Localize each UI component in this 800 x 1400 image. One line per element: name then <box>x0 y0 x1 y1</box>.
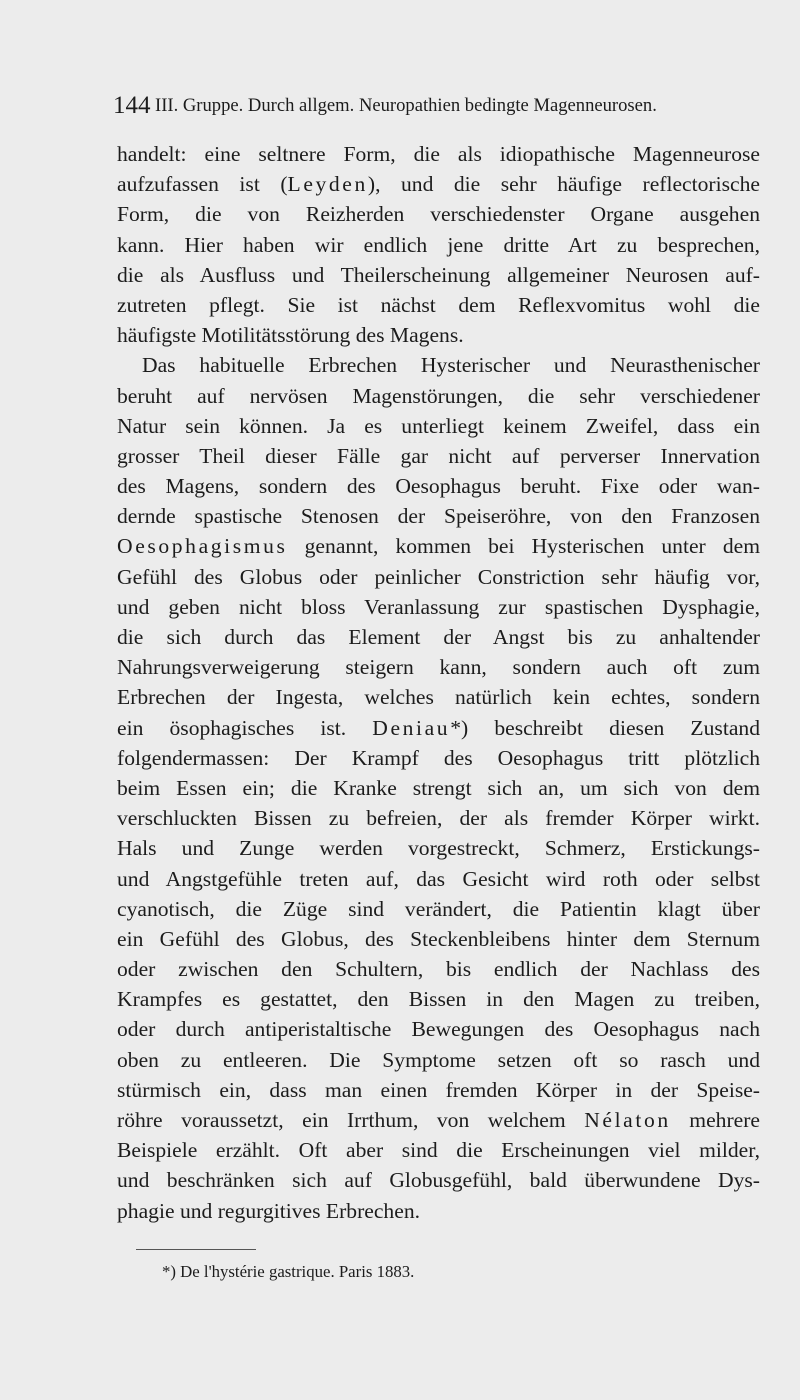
author-name-deniau: Deniau <box>372 715 451 740</box>
text-line: Gefühl des Globus oder peinlicher Constriction sehr häufig vor, <box>117 564 760 589</box>
running-head <box>113 90 753 122</box>
paragraph-start: Das habituelle Erbrechen Hysterischer und Neurasthenischer <box>142 353 760 378</box>
text-line: Krampfes es gestattet, den Bissen in den Magen zu treiben, <box>117 987 760 1012</box>
text-line: Beispiele erzählt. Oft aber sind die Erscheinungen viel milder, <box>117 1138 760 1163</box>
text-line: oder zwischen den Schultern, bis endlich der Nachlass des <box>117 957 760 982</box>
text-line: beim Essen ein; die Kranke strengt sich an, um sich von dem <box>117 775 760 800</box>
text-line: Hals und Zunge werden vorgestreckt, Schmerz, Erstickungs- <box>117 836 760 861</box>
text-line: beruht auf nervösen Magenstörungen, die sehr verschiedener <box>117 383 760 408</box>
text-line: phagie und regurgitives Erbrechen. <box>117 1198 421 1223</box>
text-line: Nahrungsverweigerung steigern kann, sondern auch oft zum <box>117 655 760 680</box>
text-line: des Magens, sondern des Oesophagus beruht. Fixe oder wan- <box>117 474 760 499</box>
term-oesophagismus: Oesophagismus <box>117 534 288 559</box>
text-line: und Angstgefühle treten auf, das Gesicht wird roth oder selbst <box>117 866 760 891</box>
text-line: handelt: eine seltnere Form, die als idiopathische Magenneurose <box>117 142 760 166</box>
text-line: Erbrechen der Ingesta, welches natürlich kein echtes, sondern <box>117 685 760 710</box>
text-line: grosser Theil dieser Fälle gar nicht auf perverser Innervation <box>117 443 760 468</box>
text-line: aufzufassen ist (Leyden), und die sehr häufige reflectorische <box>117 172 760 197</box>
footnote-divider <box>136 1249 256 1250</box>
text-line: Form, die von Reizherden verschiedenster Organe ausgehen <box>117 202 760 227</box>
text-line: dernde spastische Stenosen der Speiseröhre, von den Franzosen <box>117 504 760 529</box>
footnote: *) De l'hystérie gastrique. Paris 1883. <box>162 1262 415 1281</box>
text-line: Natur sein können. Ja es unterliegt keinem Zweifel, dass ein <box>117 413 760 438</box>
page-number: 144 <box>113 92 151 119</box>
author-name-leyden: Leyden <box>287 172 368 197</box>
text-line: zutreten pflegt. Sie ist nächst dem Reflexvomitus wohl die <box>117 292 760 317</box>
text-line: oder durch antiperistaltische Bewegungen des Oesophagus nach <box>117 1017 760 1042</box>
text-line: cyanotisch, die Züge sind verändert, die Patientin klagt über <box>117 896 760 921</box>
text-line: die sich durch das Element der Angst bis zu anhaltender <box>117 625 760 649</box>
text-line: stürmisch ein, dass man einen fremden Körper in der Speise- <box>117 1077 760 1102</box>
text-line: und beschränken sich auf Globusgefühl, bald überwundene Dys- <box>117 1168 760 1193</box>
text-line: verschluckten Bissen zu befreien, der als fremder Körper wirkt. <box>117 806 760 831</box>
text-line: oben zu entleeren. Die Symptome setzen oft so rasch und <box>117 1047 760 1072</box>
author-name-nelaton: Nélaton <box>584 1108 671 1132</box>
text-line: ein Gefühl des Globus, des Steckenbleibens hinter dem Sternum <box>117 926 760 951</box>
text-line: Oesophagismus genannt, kommen bei Hysterischen unter dem <box>117 534 760 559</box>
body-text <box>117 139 760 1226</box>
text-line: folgendermassen: Der Krampf des Oesophagus tritt plötzlich <box>117 745 760 770</box>
text-line: ein ösophagisches ist. Deniau*) beschreibt diesen Zustand <box>117 715 760 740</box>
text-line: häufigste Motilitätsstörung des Magens. <box>117 323 464 348</box>
text-line: die als Ausfluss und Theilerscheinung allgemeiner Neurosen auf- <box>117 262 760 287</box>
running-title: III. Gruppe. Durch allgem. Neuropathien bedingte Magenneurosen. <box>155 95 657 116</box>
text-line: röhre voraussetzt, ein Irrthum, von welchem Nélaton mehrere <box>117 1108 760 1132</box>
text-line: und geben nicht bloss Veranlassung zur spastischen Dysphagie, <box>117 594 760 619</box>
text-line: kann. Hier haben wir endlich jene dritte Art zu besprechen, <box>117 232 760 257</box>
